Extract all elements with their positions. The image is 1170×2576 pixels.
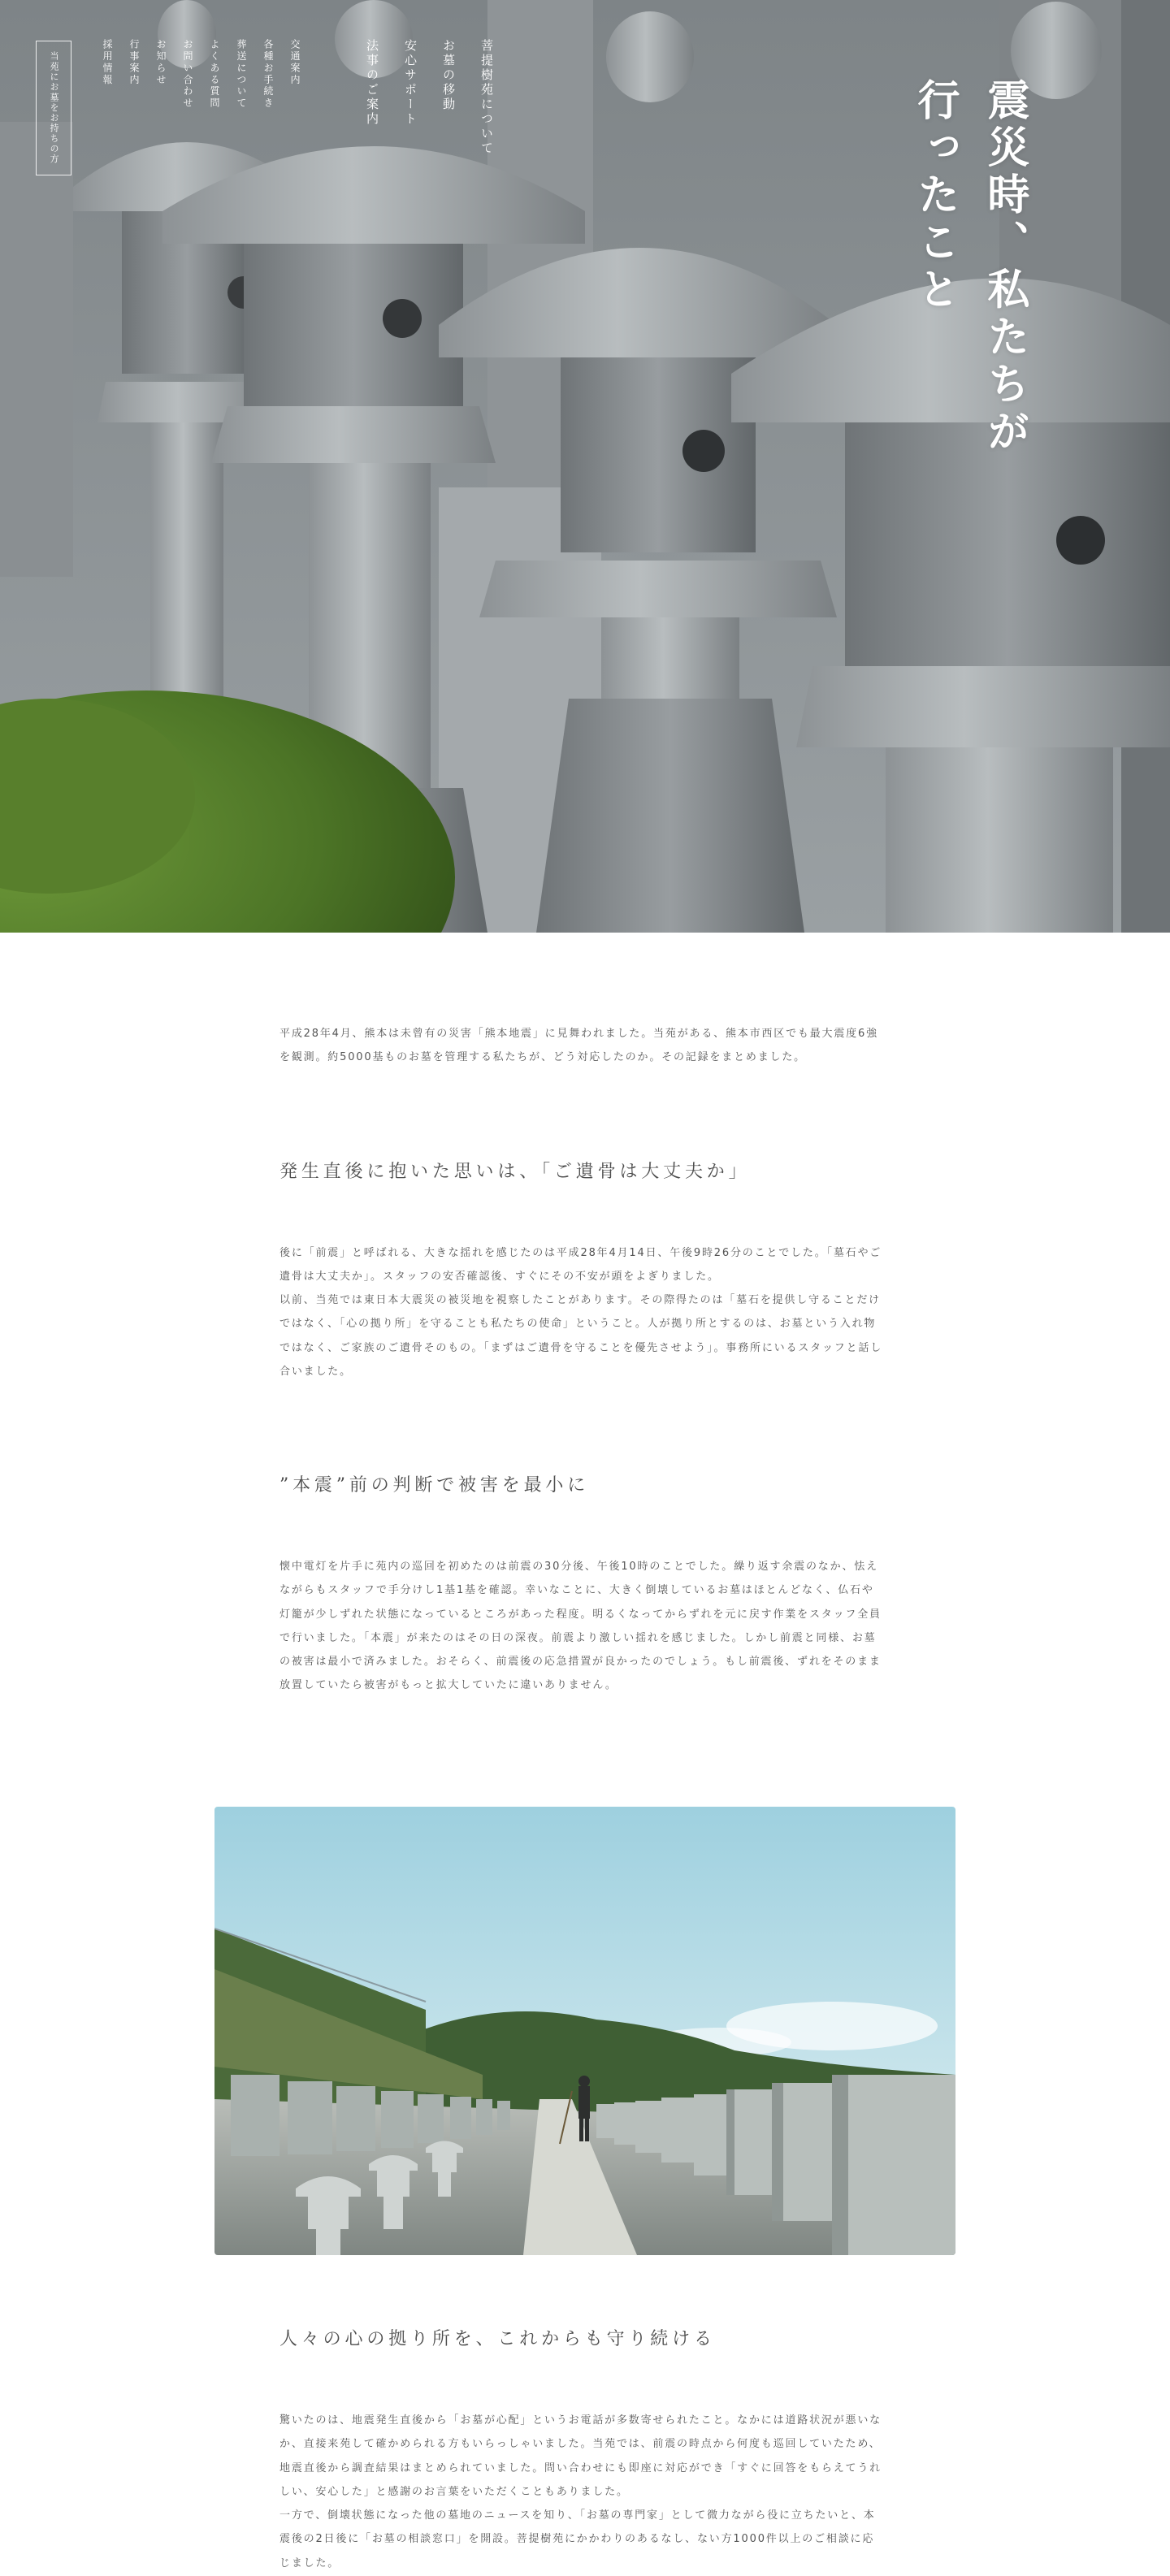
- page-title: [910, 78, 1029, 457]
- section-paragraph: 以前、当苑では東日本大震災の被災地を視察したことがあります。その際得たのは「墓石を提供し守ることだけではなく、「心の拠り所」を守ることも私たちの使命」ということ。人が拠り所とするのは、お墓という入れ物ではなく、ご家族のご遺骨そのもの。「まずはご遺骨を守ることを優先させよう」。事務所にいるスタッフと話し合いました。: [280, 1294, 883, 1378]
- lead-paragraph: 平成28年4月、熊本は未曾有の災害「熊本地震」に見舞われました。当苑がある、熊本市西区でも最大震度6強を観測。約5000基ものお墓を管理する私たちが、どう対応したのか。その記録をまとめました。: [280, 1028, 878, 1064]
- section-paragraph: 懐中電灯を片手に苑内の巡回を初めたのは前震の30分後、午後10時のことでした。繰り返す余震のなか、怯えながらもスタッフで手分けし1基1基を確認。幸いなことに、大きく倒壊しているお墓はほとんどなく、仏石や灯籠が少しずれた状態になっているところがあった程度。明るくなってからずれを元に戻す作業をスタッフ全員で行いました。「本震」が来たのはその日の深夜。前震より激しい揺れを感じました。しかし前震と同様、お墓の被害は最小で済みました。おそらく、前震後の応急措置が良かったのでしょう。もし前震後、ずれをそのまま放置していたら被害がもっと拡大していたに違いありません。: [280, 1561, 882, 1692]
- nav-item-procedures[interactable]: 各種お手続き: [262, 39, 274, 110]
- nav-item-support[interactable]: 安心サポート: [403, 39, 418, 127]
- section-paragraph: 後に「前震」と呼ばれる、大きな揺れを感じたのは平成28年4月14日、午後9時26分のことでした。「墓石やご遺骨は大丈夫か」。スタッフの安否確認後、すぐにその不安が頭をよぎりました。: [280, 1246, 882, 1283]
- section-paragraph: 驚いたのは、地震発生直後から「お墓が心配」というお電話が多数寄せられたこと。なかには道路状況が悪いなか、直接来苑して確かめられる方もいらっしゃいました。当苑では、前震の時点から何度も巡回していたため、地震直後から調査結果はまとめられていました。問い合わせにも即座に対応ができ「すぐに回答をもらえてうれしい、安心した」と感謝のお言葉をいただくこともありました。: [280, 2414, 882, 2498]
- nav-item-funeral[interactable]: 葬送について: [236, 39, 247, 110]
- nav-item-access[interactable]: 交通案内: [289, 39, 301, 86]
- nav-item-memorial[interactable]: 法事のご案内: [365, 39, 379, 127]
- nav-item-recruit[interactable]: 採用情報: [102, 39, 113, 86]
- section-heading: 発生直後に抱いた思いは、「ご遺骨は大丈夫か」: [280, 1161, 751, 1182]
- article-body-continued: [280, 2325, 884, 2575]
- cemetery-photo: [214, 1807, 956, 2255]
- section-heading: 人々の心の拠り所を、これからも守り続ける: [280, 2329, 716, 2349]
- nav-item-about[interactable]: 菩提樹苑について: [479, 39, 494, 156]
- nav-item-news[interactable]: お知らせ: [155, 39, 167, 86]
- owners-link-label: 当苑にお墓をお持ちの方: [49, 51, 59, 165]
- owners-link-box[interactable]: [36, 41, 72, 175]
- section-2: [280, 1471, 884, 1698]
- page-title-line-2: 行ったこと: [910, 78, 960, 315]
- hero-section: [0, 0, 1170, 933]
- nav-item-grave-move[interactable]: お墓の移動: [441, 39, 456, 112]
- section-1: [280, 1158, 884, 1384]
- primary-nav: [364, 39, 496, 156]
- article-body: [280, 1022, 884, 1786]
- nav-item-events[interactable]: 行事案内: [128, 39, 140, 86]
- cemetery-photo-scene: [214, 1807, 956, 2255]
- page-title-line-1: 震災時、私たちが: [980, 78, 1029, 457]
- secondary-nav: [101, 39, 302, 109]
- section-paragraph: 一方で、倒壊状態になった他の墓地のニュースを知り、「お墓の専門家」として微力ながら役に立ちたいと、本震後の2日後に「お墓の相談窓口」を開設。菩提樹苑にかかわりのあるなし、ない方1000件以上のご相談に応じました。: [280, 2509, 876, 2570]
- nav-item-contact[interactable]: お問い合わせ: [182, 39, 193, 110]
- nav-item-faq[interactable]: よくある質問: [209, 39, 220, 110]
- section-heading: ”本震”前の判断で被害を最小に: [280, 1475, 590, 1496]
